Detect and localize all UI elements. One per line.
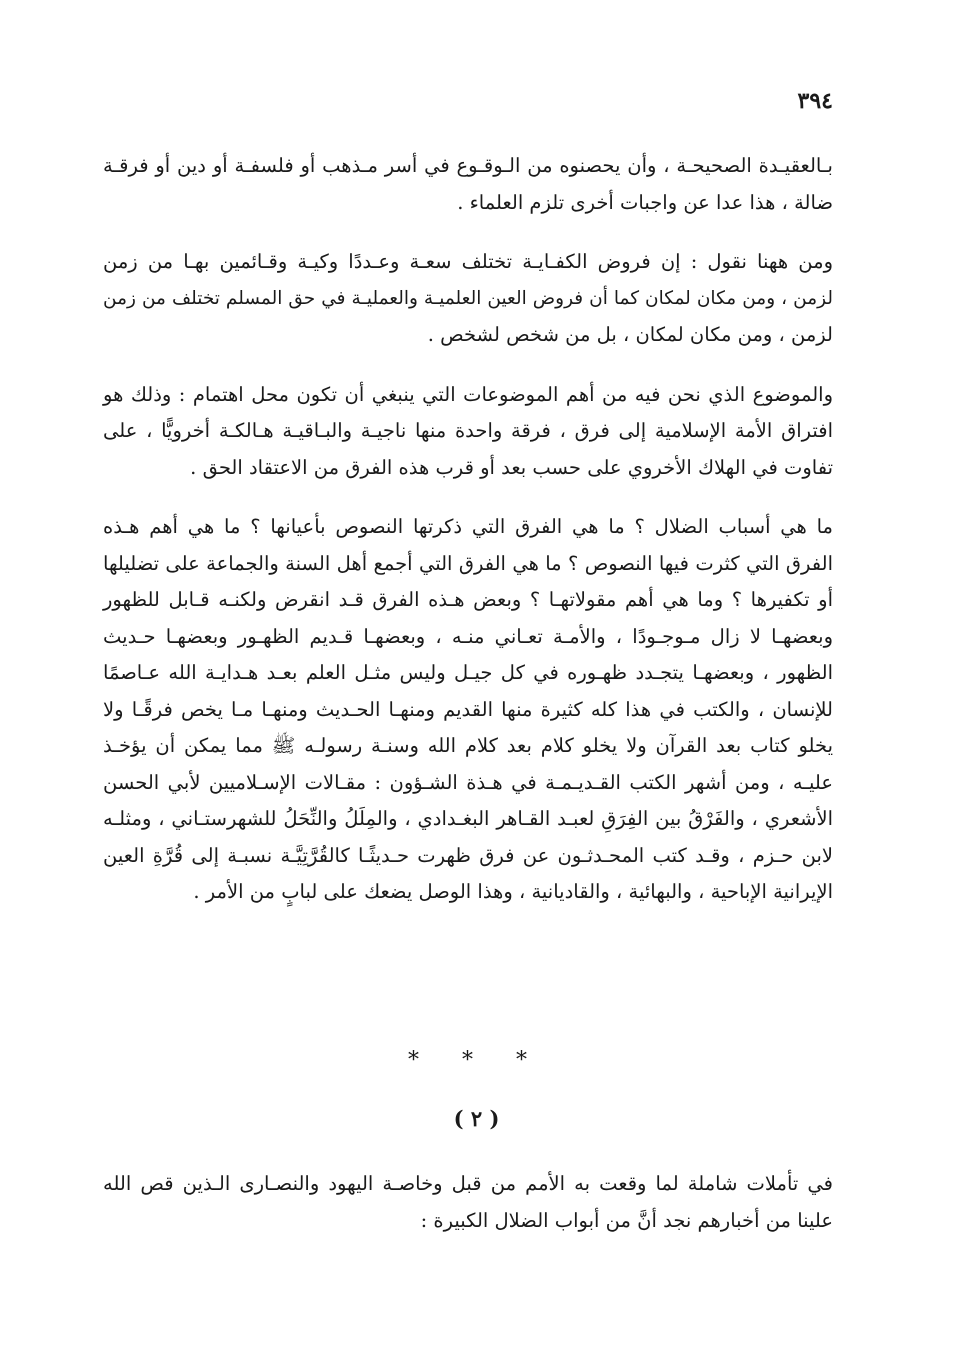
text-line: عليـه ، ومن أشهر الكتب القـديـمـة في هـذة الشـؤون : مقـالات الإسـلاميين لأبي الحسن bbox=[103, 770, 833, 794]
text-line: الأشعري ، والفَرْقُ بين الفِرَقِ لعبـد القـاهر البغـدادي ، والمِلَلُ والنِّحَلُ للشهرستـاني ، ومثلـه bbox=[103, 807, 833, 830]
text-line: وبعضهـا لا زال مـوجـودًا ، والأمـة تعـاني منـه ، وبعضهـا قـديم الظهـور وبعضهـا حـديث bbox=[103, 624, 833, 648]
text-line: ومن ههنا نقول : إن فروض الكفـايـة تختلف سعـة وعـددًا وكيـة وقـائمين بهـا من زمن bbox=[103, 250, 833, 273]
section-separator: * * * bbox=[408, 1048, 545, 1073]
text-line: تفاوت في الهلاك الأخروي على حسب بعد أو قرب هذه الفرق من الاعتقاد الحق . bbox=[190, 455, 833, 479]
text-line: ما هي أسباب الضلال ؟ ما هي الفرق التي ذكرتها النصوص بأعيانها ؟ ما هي أهم هـذه bbox=[103, 515, 833, 538]
paragraph-1 bbox=[103, 148, 833, 221]
text-line: لابن حـزم ، وقـد كتب المحـدثـون عن فرق ظهرت حـديثًـا كالقُرَّتِيَّـة نسبـة إلى قُرَّةِ العين bbox=[103, 843, 833, 867]
text-line: أو تكفيرها ؟ وما هي أهم مقولاتهـا ؟ وبعض هـذه الفرق قـد انقرض ولكنـه قـابل للظهور bbox=[103, 588, 833, 611]
section-text bbox=[103, 1166, 833, 1262]
page-number: ٣٩٤ bbox=[797, 88, 833, 114]
body-text bbox=[103, 148, 833, 934]
text-line: علينا من أخبارهم نجد أنَّ من أبواب الضلال الكبيرة : bbox=[420, 1208, 833, 1232]
text-line: لزمن ، ومن مكان لمكان كما أن فروض العين العلميـة والعمليـة في حق المسلم تختلف من زمن bbox=[103, 287, 833, 309]
section-paragraph bbox=[103, 1166, 833, 1239]
text-line: الإيرانية الإباحية ، والبهائية ، والقاديانية ، وهذا الوصل يضعك على لبابٍ من الأمر . bbox=[193, 880, 833, 903]
text-line: والموضوع الذي نحن فيه من أهم الموضوعات التي ينبغي أن تكون محل اهتمام : وذلك هو bbox=[103, 382, 833, 406]
text-line: لزمن ، ومن مكان لمكان ، بل من شخص لشخص . bbox=[427, 323, 833, 346]
text-line: في تأملات شاملة لما وقعت به الأمم من قبل وخاصـة اليهود والنصـارى الـذين قص الله bbox=[103, 1172, 833, 1195]
text-line: افتراق الأمة الإسلامية إلى فرق ، فرقة واحدة منها ناجيـة والبـاقيـة هـالكـة أخرويًّا ، على bbox=[103, 419, 833, 442]
text-line: بـالعقيـدة الصحيحـة ، وأن يحصنوه من الـوقـوع في أسر مـذهب أو فلسفـة أو دين أو فرقـة bbox=[103, 154, 833, 177]
section-number: ( ٢ ) bbox=[453, 1106, 500, 1131]
text-line: يخلو كتاب بعد القرآن ولا يخلو كلام بعد كلام الله وسنـة رسولـه ﷺ مما يمكن أن يؤخـذ bbox=[103, 734, 833, 757]
text-line: ضالة ، هذا عدا عن واجبات أخرى تلزم العلماء . bbox=[457, 190, 833, 214]
paragraph-3 bbox=[103, 377, 833, 487]
paragraph-2 bbox=[103, 244, 833, 354]
paragraph-4 bbox=[103, 509, 833, 911]
text-line: للإنسان ، والكتب في هذا كله كثيرة منها القديم ومنهـا الحـديث ومنهـا مـا يخص فرقًـا ولا bbox=[103, 697, 833, 721]
text-line: الظهور ، وبعضهـا يتجـدد ظهـوره في كل جيـل وليس مثـل العلم بعـد هـدايـة الله عـاصمًا bbox=[103, 661, 833, 684]
text-line: الفرق التي كثرت فيها النصوص ؟ ما هي الفرق التي أجمع أهل السنة والجماعة على تضليلها bbox=[103, 551, 833, 575]
